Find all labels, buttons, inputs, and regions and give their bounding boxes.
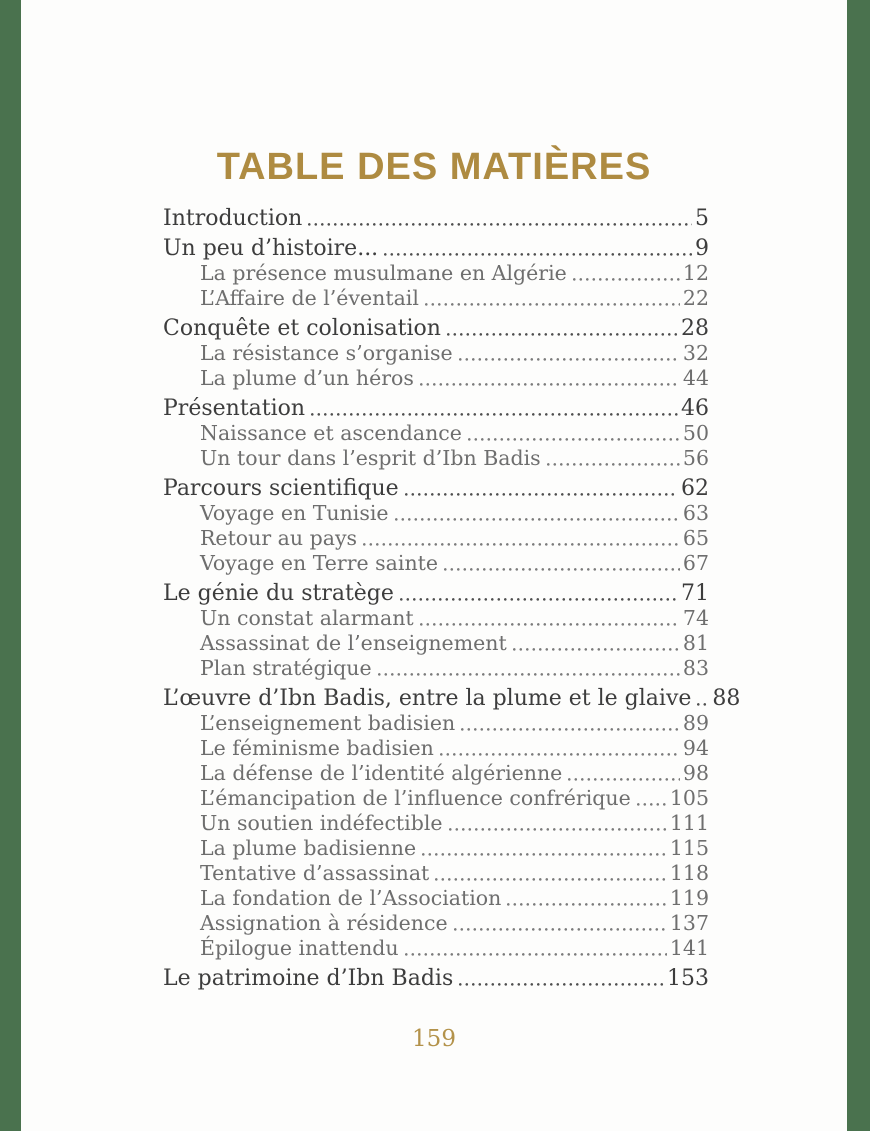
toc-entry-page: 46: [681, 396, 709, 421]
toc-entry: [163, 551, 709, 576]
dot-leader: [459, 983, 664, 986]
dot-leader: [363, 543, 680, 546]
toc-entry-page: 88: [712, 686, 741, 711]
toc-entry: [163, 581, 709, 606]
page-title: TABLE DES MATIÈRES: [216, 146, 652, 189]
toc-entry-page: 65: [682, 526, 709, 550]
toc-entry: [163, 861, 709, 886]
toc-entry: [163, 631, 709, 656]
toc-entry-label: L’enseignement badisien: [200, 711, 456, 735]
toc-entry: [163, 936, 709, 961]
dot-leader: [507, 903, 667, 906]
toc-entry-label: Un peu d’histoire...: [163, 236, 379, 261]
toc-entry: [163, 261, 709, 286]
dot-leader: [568, 778, 680, 781]
toc-entry-page: 118: [669, 861, 709, 885]
toc-entry-page: 12: [682, 261, 709, 285]
toc-entry: [163, 886, 709, 911]
dot-leader: [697, 703, 709, 706]
dot-leader: [405, 953, 667, 956]
dot-leader: [447, 333, 678, 336]
toc-entry: [163, 501, 709, 526]
toc-entry-label: Tentative d’assassinat: [200, 861, 430, 885]
toc-entry-page: 119: [669, 886, 709, 910]
toc-entry-page: 94: [682, 736, 709, 760]
dot-leader: [449, 828, 667, 831]
toc-entry-page: 63: [682, 501, 709, 525]
toc-entry-page: 32: [682, 341, 709, 365]
toc-entry-page: 105: [669, 786, 709, 810]
toc-entry-label: Voyage en Terre sainte: [200, 551, 439, 575]
toc-entry-label: L’œuvre d’Ibn Badis, entre la plume et le glaive: [163, 686, 692, 711]
dot-leader: [637, 803, 667, 806]
toc-entry-label: Retour au pays: [200, 526, 358, 550]
toc-entry-page: 89: [682, 711, 709, 735]
toc-entry-page: 50: [682, 421, 709, 445]
toc-entry-page: 56: [682, 446, 709, 470]
toc-entry-label: Un constat alarmant: [200, 606, 414, 630]
toc-entry-page: 22: [682, 286, 709, 310]
dot-leader: [468, 438, 680, 441]
dot-leader: [422, 853, 667, 856]
toc-entry: [163, 786, 709, 811]
toc-entry-page: 137: [669, 911, 709, 935]
toc-entry-page: 44: [682, 366, 709, 390]
toc-entry-label: Introduction: [163, 206, 303, 231]
toc-entry-label: La plume d’un héros: [200, 366, 414, 390]
toc-entry: [163, 606, 709, 631]
dot-leader: [461, 728, 680, 731]
toc-entry-label: Le patrimoine d’Ibn Badis: [163, 966, 454, 991]
dot-leader: [440, 753, 680, 756]
dot-leader: [311, 413, 678, 416]
toc-entry-label: La fondation de l’Association: [200, 886, 502, 910]
toc-entry-label: La résistance s’organise: [200, 341, 453, 365]
toc-entry-page: 74: [682, 606, 709, 630]
toc-entry: [163, 316, 709, 341]
toc-entry-label: La présence musulmane en Algérie: [200, 261, 567, 285]
toc-entry-page: 67: [682, 551, 709, 575]
toc-entry: [163, 341, 709, 366]
dot-leader: [420, 623, 680, 626]
toc-entry-label: Présentation: [163, 396, 306, 421]
dot-leader: [435, 878, 667, 881]
toc-entry-page: 153: [667, 966, 709, 991]
toc-entry-page: 115: [669, 836, 709, 860]
toc-entry: [163, 686, 741, 711]
dot-leader: [444, 568, 680, 571]
toc-entry-label: Plan stratégique: [200, 656, 372, 680]
toc-entry-label: Parcours scientifique: [163, 476, 399, 501]
toc-entry-label: L’émancipation de l’influence confrérique: [200, 786, 631, 810]
toc-list: [163, 201, 741, 991]
dot-leader: [420, 383, 680, 386]
toc-entry: [163, 761, 709, 786]
toc-entry-label: Un soutien indéfectible: [200, 811, 443, 835]
toc-entry: [163, 396, 709, 421]
toc-entry-label: Assassinat de l’enseignement: [200, 631, 507, 655]
toc-entry-label: Conquête et colonisation: [163, 316, 441, 341]
book-edge-left: [0, 0, 21, 1131]
toc-entry-label: Voyage en Tunisie: [200, 501, 389, 525]
toc-entry-page: 9: [695, 236, 709, 261]
toc-entry: [163, 446, 709, 471]
toc-entry: [163, 811, 709, 836]
dot-leader: [573, 278, 680, 281]
toc-entry-label: La défense de l’identité algérienne: [200, 761, 563, 785]
toc-entry-page: 83: [682, 656, 709, 680]
dot-leader: [454, 928, 667, 931]
toc-entry: [163, 236, 709, 261]
toc-entry: [163, 711, 709, 736]
toc-entry: [163, 206, 709, 231]
dot-leader: [378, 673, 680, 676]
toc-entry-page: 5: [695, 206, 709, 231]
dot-leader: [395, 518, 680, 521]
toc-entry: [163, 656, 709, 681]
toc-entry-label: Un tour dans l’esprit d’Ibn Badis: [200, 446, 541, 470]
toc-entry-page: 111: [669, 811, 709, 835]
toc-entry-label: Épilogue inattendu: [200, 936, 399, 960]
book-edge-right: [847, 0, 870, 1131]
toc-entry-label: L’Affaire de l’éventail: [200, 286, 419, 310]
dot-leader: [400, 598, 678, 601]
toc-entry-page: 98: [682, 761, 709, 785]
toc-entry: [163, 476, 709, 501]
footer-page-number: 159: [412, 1026, 456, 1052]
toc-entry-page: 71: [681, 581, 709, 606]
toc-entry: [163, 366, 709, 391]
dot-leader: [308, 223, 692, 226]
toc-entry-label: La plume badisienne: [200, 836, 417, 860]
toc-entry: [163, 421, 709, 446]
dot-leader: [405, 493, 678, 496]
toc-entry-page: 141: [669, 936, 709, 960]
toc-entry: [163, 911, 709, 936]
toc-entry: [163, 526, 709, 551]
dot-leader: [384, 253, 692, 256]
toc-entry: [163, 836, 709, 861]
toc-entry-page: 62: [681, 476, 709, 501]
toc-entry-label: Assignation à résidence: [200, 911, 448, 935]
toc-entry-page: 28: [681, 316, 709, 341]
toc-entry: [163, 286, 709, 311]
toc-entry: [163, 736, 709, 761]
toc-entry-label: Le génie du stratège: [163, 581, 394, 606]
toc-entry-label: Naissance et ascendance: [200, 421, 462, 445]
dot-leader: [513, 648, 680, 651]
toc-entry: [163, 966, 709, 991]
toc-entry-label: Le féminisme badisien: [200, 736, 434, 760]
dot-leader: [547, 463, 680, 466]
dot-leader: [459, 358, 680, 361]
toc-entry-page: 81: [682, 631, 709, 655]
dot-leader: [425, 303, 680, 306]
